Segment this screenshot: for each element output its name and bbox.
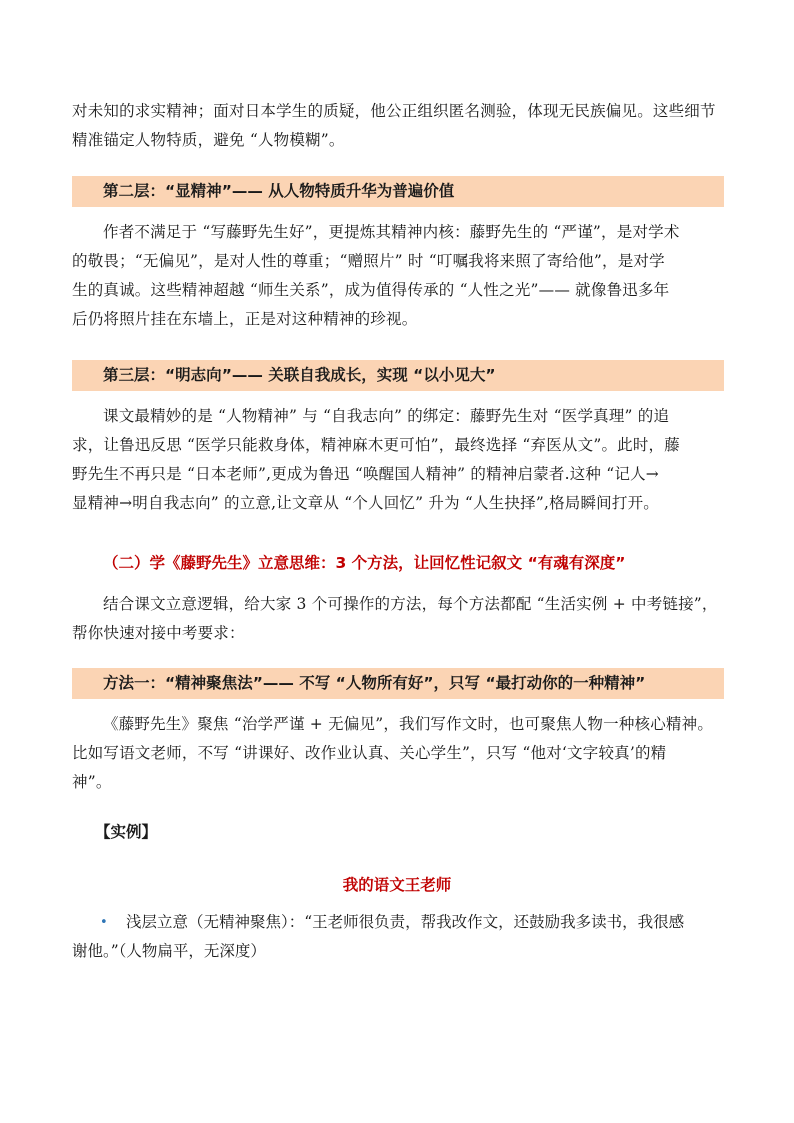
example-title: 我的语文王老师 [342,876,452,894]
bullet-icon: • [100,915,108,930]
layer2-line-3: 生的真诚。这些精神超越 “师生关系”，成为值得传承的 “人性之光”—— 就像鲁迅多年 [72,281,670,299]
layer2-line-4: 后仍将照片挂在东墙上，正是对这种精神的珍视。 [72,310,418,328]
layer2-paragraph [72,218,724,334]
example-label: 【实例】 [95,823,158,841]
bullet-line-2: 谢他。”（人物扁平，无深度） [72,942,266,960]
layer3-line-1: 课文最精妙的是 “人物精神” 与 “自我志向” 的绑定：藤野先生对 “医学真理” 的追 [103,407,670,425]
layer3-line-4: 显精神→明自我志向” 的立意,让文章从 “个人回忆” 升为 “人生抉择”,格局瞬间打开。 [72,494,659,512]
layer3-paragraph [72,402,724,518]
method1-line-1: 《藤野先生》聚焦 “治学严谨 + 无偏见”，我们写作文时，也可聚焦人物一种核心精神。 [103,715,714,733]
layer3-line-3: 野先生不再只是 “日本老师”,更成为鲁迅 “唤醒国人精神” 的精神启蒙者.这种 “记人→ [72,465,659,483]
layer2-line-1: 作者不满足于 “写藤野先生好”，更提炼其精神内核：藤野先生的 “严谨”，是对学术 [103,223,680,241]
bullet-line-1: 浅层立意（无精神聚焦）：“王老师很负责，帮我改作文，还鼓励我多读书，我很感 [126,913,685,931]
layer3-heading: 第三层：“明志向”—— 关联自我成长，实现 “以小见大” [72,360,724,391]
method1-line-3: 神”。 [72,773,112,791]
section2-line-1: 结合课文立意逻辑，给大家 3 个可操作的方法，每个方法都配 “生活实例 + 中考链接”， [103,595,718,613]
method1-heading: 方法一：“精神聚焦法”—— 不写 “人物所有好”，只写 “最打动你的一种精神” [72,668,724,699]
section2-heading: （二）学《藤野先生》立意思维：3 个方法，让回忆性记叙文 “有魂有深度” [103,554,626,572]
method1-line-2: 比如写语文老师，不写 “讲课好、改作业认真、关心学生”，只写 “他对‘文字较真’的精 [72,744,667,762]
layer2-line-2: 的敬畏；“无偏见”，是对人性的尊重；“赠照片” 时 “叮嘱我将来照了寄给他”，是对学 [72,252,665,270]
section2-paragraph [72,590,724,648]
layer2-heading: 第二层：“显精神”—— 从人物特质升华为普遍价值 [72,176,724,207]
list-item [72,908,724,966]
layer3-line-2: 求，让鲁迅反思 “医学只能救身体，精神麻木更可怕”，最终选择 “弃医从文”。此时，藤 [72,436,680,454]
intro-paragraph [72,97,724,155]
intro-line-1: 对未知的求实精神；面对日本学生的质疑，他公正组织匿名测验，体现无民族偏见。这些细节 [72,102,716,120]
method1-paragraph [72,710,724,797]
intro-line-2: 精准锚定人物特质，避免 “人物模糊”。 [72,131,345,149]
section2-line-2: 帮你快速对接中考要求： [72,624,245,642]
